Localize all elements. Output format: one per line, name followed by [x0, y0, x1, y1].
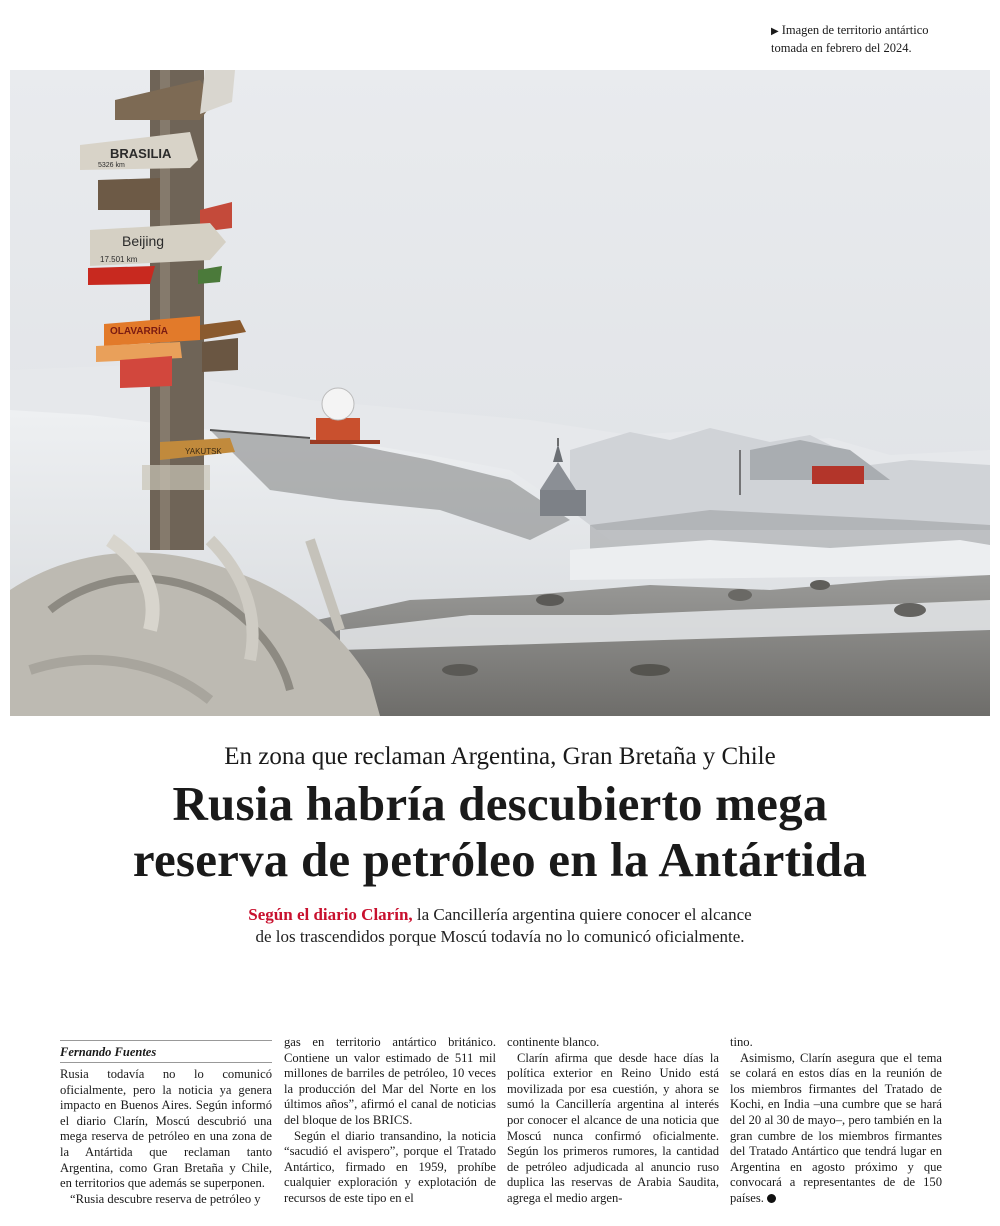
sign-brasilia-distance: 5326 km [98, 162, 125, 169]
play-triangle-icon: ▶ [771, 26, 779, 37]
end-mark-icon [767, 1194, 776, 1203]
headline [40, 776, 960, 888]
antarctic-landscape-illustration [10, 70, 990, 716]
body-paragraph-text: Asimismo, Clarín asegura que el tema se colará en estos días en la reunión de los miembros firmantes del Tratado de Kochi, en India –una cumbre que se hará del 20 al 30 de mayo–, pero también en la gran cumbre de los miembros firmantes del Tratado Antártico que tendrá lugar en Argentina en agosto próximo y que convocará a representantes de de 150 países. [730, 1050, 942, 1205]
body-paragraph: tino. [730, 1035, 753, 1049]
byline: Fernando Fuentes [60, 1040, 272, 1063]
lede-line-1: la Cancillería argentina quiere conocer el alcance [412, 905, 752, 924]
body-paragraph: continente blanco. [507, 1035, 600, 1049]
body-paragraph: “Rusia descubre reserva de petróleo y [70, 1191, 261, 1206]
sign-olavarria: OLAVARRÍA [110, 326, 168, 337]
caption-line-2: tomada en febrero del 2024. [771, 41, 912, 55]
photo-caption [771, 22, 991, 56]
sign-yakutsk: YAKUTSK [185, 447, 222, 456]
headline-line-1: Rusia habría descubierto mega [172, 776, 828, 831]
lede-highlight: Según el diario Clarín, [248, 905, 413, 924]
body-paragraph: Según el diario transandino, la noticia “sacudió el avispero”, porque el Tratado Antártico, firmado en 1959, prohíbe cualquier exploración y explotación de recursos de este tipo en el [284, 1128, 496, 1205]
lede-line-2: de los trascendidos porque Moscú todavía no lo comunicó oficialmente. [255, 927, 745, 946]
body-paragraph: Clarín afirma que desde hace días la política exterior en Reino Unido está movilizada por esa cuestión, y ahora se sumó la Cancillería argentina al interés por conocer el alcance de una noticia que Moscú nunca confirmó oficialmente. Según los primeros rumores, la cantidad de petróleo adjudicada al anuncio ruso duplica las reservas de Arabia Saudita, agrega el medio argen- [507, 1050, 719, 1205]
headline-line-2: reserva de petróleo en la Antártida [132, 832, 868, 887]
sign-brasilia: BRASILIA [110, 146, 172, 161]
lede [170, 904, 830, 948]
caption-line-1: Imagen de territorio antártico [781, 23, 929, 37]
body-paragraph: gas en territorio antártico británico. Contiene un valor estimado de 511 mil millones de barriles de petróleo, 10 veces la producción del Mar del Norte en los últimos años”, afirmó el canal de noticias del bloque de los BRICS. [284, 1035, 496, 1127]
sign-beijing: Beijing [122, 233, 165, 249]
antarctic-photo [10, 70, 990, 716]
body-paragraph: Rusia todavía no lo comunicó oficialmente, pero la noticia ya genera impacto en Buenos Aires. Según informó el diario Clarín, Moscú descubrió una mega reserva de petróleo en una zona de la Antártida que reclaman tanto Argentina, como Gran Bretaña y Chile, en territorios que además se superponen. [60, 1067, 272, 1191]
body-column-1 [60, 1067, 272, 1207]
body-column-3 [507, 1035, 719, 1207]
body-column-4 [730, 1035, 942, 1207]
kicker: En zona que reclaman Argentina, Gran Bretaña y Chile [224, 743, 776, 770]
body-column-2 [284, 1035, 496, 1207]
body-paragraph [730, 1051, 942, 1207]
sign-beijing-distance: 17.501 km [100, 255, 138, 264]
